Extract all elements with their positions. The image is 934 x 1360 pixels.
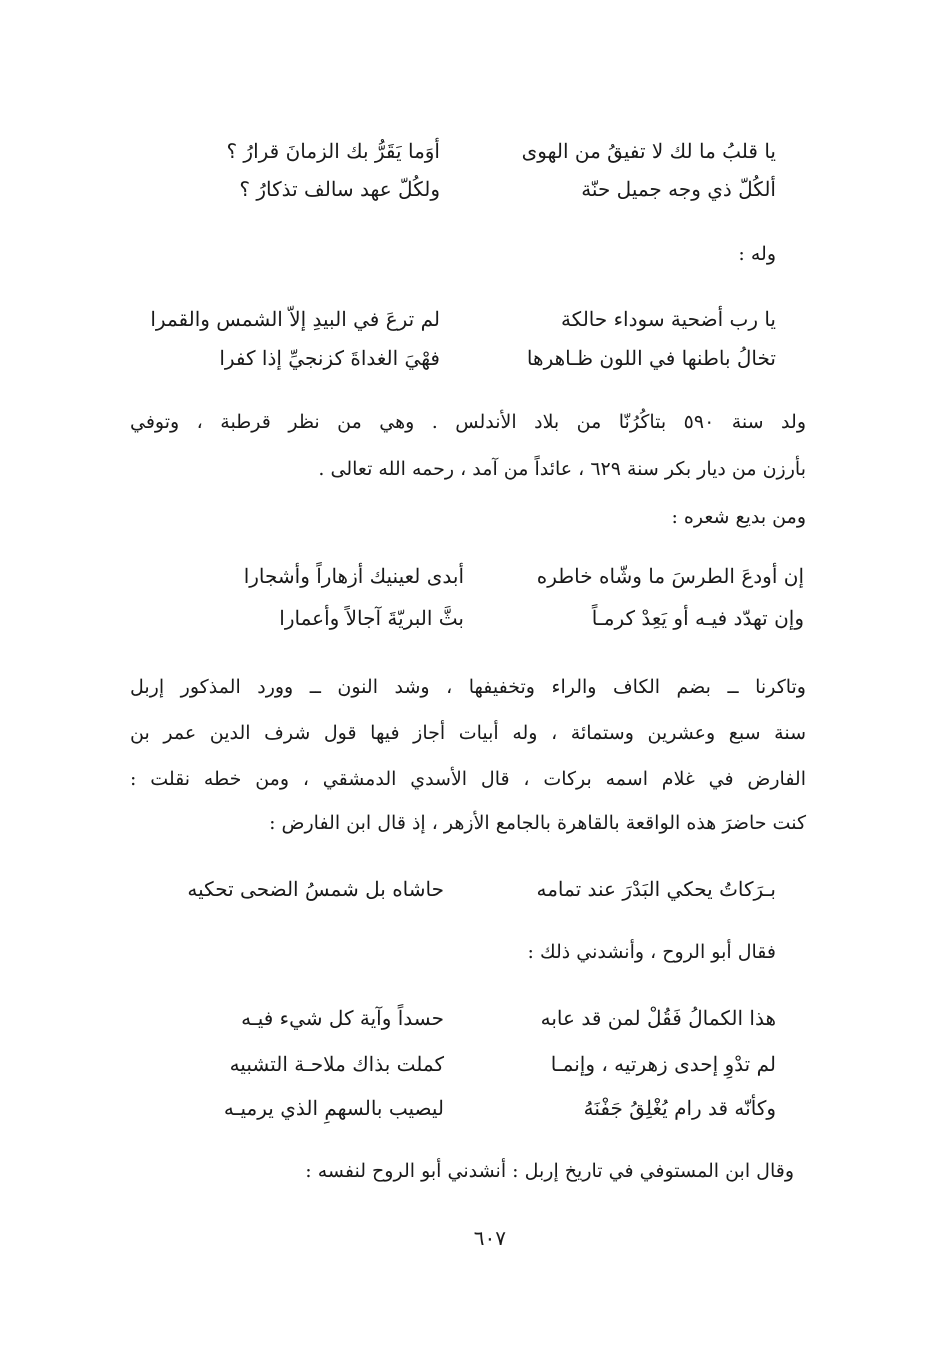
verse-6-second-hemistich: بثَّ البريّةَ آجالاً وأعمارا (279, 606, 464, 630)
verse-3-second-hemistich: لم ترعَ في البيدِ إلاّ الشمس والقمرا (150, 307, 440, 331)
verse-6-first-hemistich: وإن تهدّد فيـه أو يَعِدْ كرمـاً (591, 606, 804, 630)
verse-8-first-hemistich: هذا الكمالُ فَقُلْ لمن قد عابه (540, 1006, 776, 1030)
verse-5-first-hemistich: إن أودعَ الطرسَ ما وشّاه خاطره (536, 564, 804, 588)
intro-line-2: ومن بديع شعره : (671, 506, 806, 528)
verse-10-first-hemistich: وكأنّه قد رام يُغْلِقُ جَفْنَهُ (583, 1096, 776, 1120)
paragraph-2-line-1: وتاكرنا ــ بضم الكاف والراء وتخفيفها ، وشد النون ــ وورد المذكور إربل (130, 676, 806, 698)
paragraph-2-line-2: سنة سبع وعشرين وستمائة ، وله أبيات أجاز فيها قول شرف الدين عمر بن (130, 722, 806, 744)
verse-1-first-hemistich: يا قلبُ ما لك لا تفيقُ من الهوى (521, 139, 776, 163)
verse-9-second-hemistich: كملت بذاك ملاحـة التشبيه (229, 1052, 444, 1076)
verse-5-second-hemistich: أبدى لعينيك أزهاراً وأشجارا (243, 564, 464, 588)
verse-7-first-hemistich: بـرَكاتُ يحكي البَدْرَ عند تمامه (536, 877, 776, 901)
verse-10-second-hemistich: ليصيب بالسهمِ الذي يرميـه (223, 1096, 444, 1120)
paragraph-1-line-2: بأرزن من ديار بكر سنة ٦٢٩ ، عائداً من آمد ، رحمه الله تعالى . (318, 458, 806, 480)
paragraph-1-line-1: ولد سنة ٥٩٠ بتاكُرُنّا من بلاد الأندلس . وهي من نظر قرطبة ، وتوفي (130, 411, 806, 433)
verse-2-first-hemistich: ألكُلّ ذي وجه جميل حنّة (581, 177, 776, 201)
verse-3-first-hemistich: يا رب أضحية سوداء حالكة (560, 307, 776, 331)
verse-8-second-hemistich: حسداً وآية كل شيء فيـه (241, 1006, 444, 1030)
intro-line-1: وله : (738, 243, 776, 265)
paragraph-2-line-3: الفارض في غلام اسمه بركات ، قال الأسدي الدمشقي ، ومن خطه نقلت : (130, 768, 806, 790)
verse-4-first-hemistich: تخالُ باطنها في اللون ظـاهرها (526, 346, 776, 370)
verse-1-second-hemistich: أوَما يَقَرُّ بك الزمانَ قرارُ ؟ (226, 139, 440, 163)
paragraph-2-line-4: كنت حاضرَ هذه الواقعة بالقاهرة بالجامع الأزهر ، إذ قال ابن الفارض : (269, 812, 806, 834)
verse-7-second-hemistich: حاشاه بل شمسُ الضحى تحكيه (187, 877, 444, 901)
closing-line: وقال ابن المستوفي في تاريخ إربل : أنشدني أبو الروح لنفسه : (305, 1160, 794, 1182)
verse-9-first-hemistich: لم تدْوِ إحدى زهرتيه ، وإنمـا (550, 1052, 776, 1076)
intro-line-3: فقال أبو الروح ، وأنشدني ذلك : (527, 941, 776, 963)
verse-4-second-hemistich: فهْيَ الغداةَ كزنجيِّ إذا كفرا (219, 346, 440, 370)
verse-2-second-hemistich: ولكُلّ عهد سالف تذكارُ ؟ (239, 177, 440, 201)
page-number: ٦٠٧ (473, 1226, 506, 1250)
